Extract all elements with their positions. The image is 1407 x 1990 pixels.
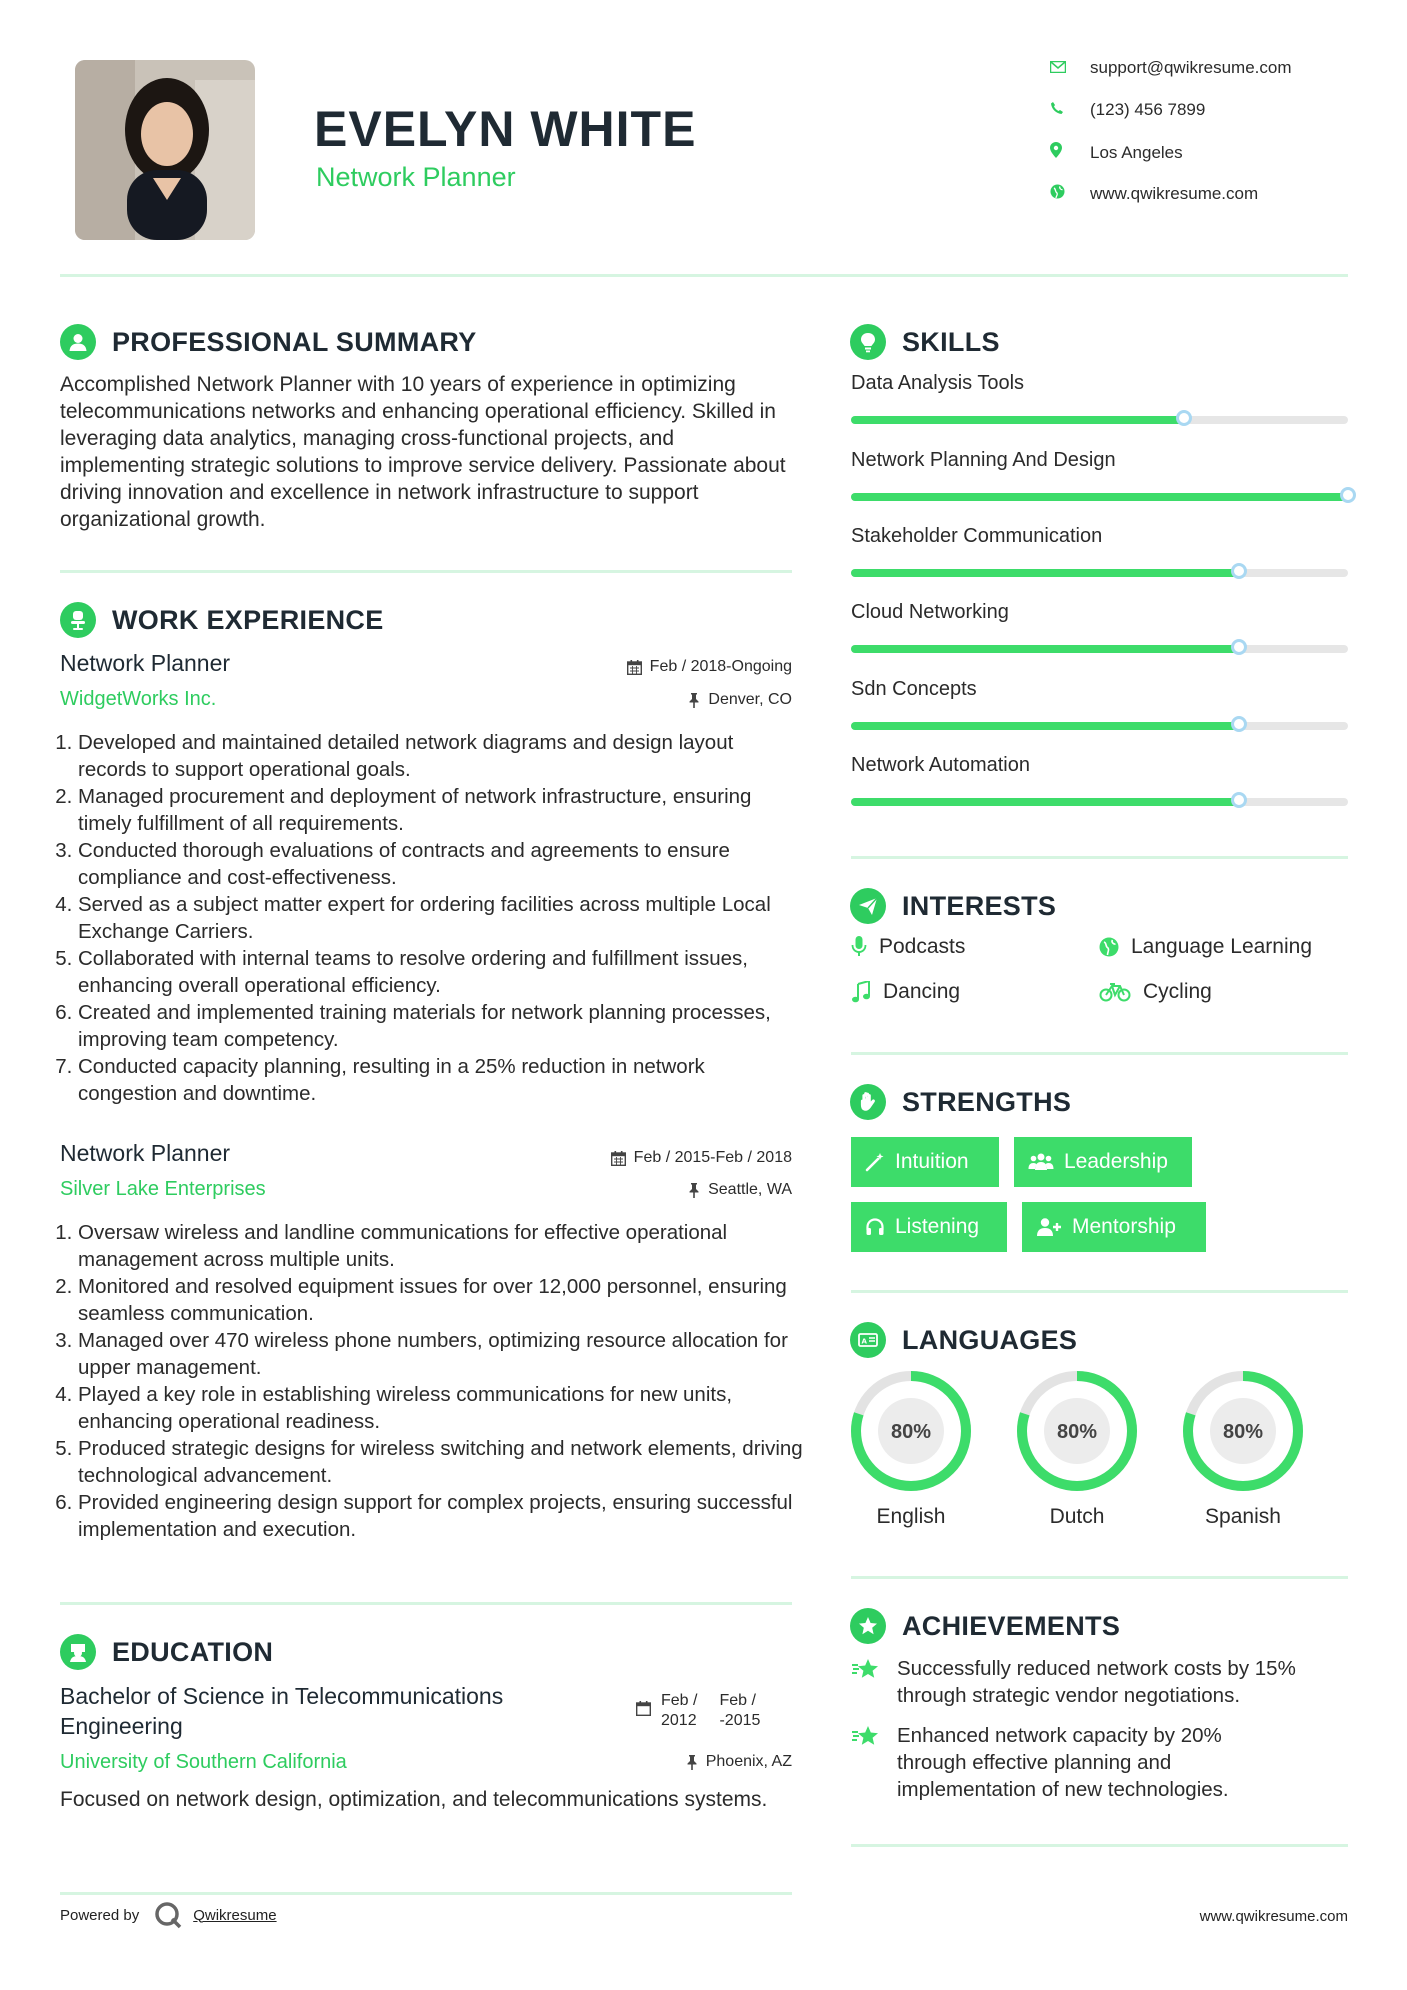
skill-bar-knob — [1231, 563, 1247, 579]
education-heading: EDUCATION — [60, 1634, 273, 1670]
education-location: Phoenix, AZ — [560, 1753, 792, 1771]
raised-hand-icon — [850, 1084, 886, 1120]
list-item: 6. Created and implemented training materials for network planning processes, improving team competency. — [78, 999, 803, 1053]
language-label: English — [876, 1505, 946, 1528]
list-item: 4. Played a key role in establishing wireless communications for new units, enhancing operational readiness. — [78, 1381, 803, 1435]
job-1-title: Network Planner — [60, 650, 231, 676]
user-plus-icon — [1036, 1217, 1062, 1237]
skill-bar-knob — [1340, 487, 1356, 503]
paper-plane-icon — [850, 888, 886, 924]
interest-dancing: Dancing — [851, 980, 960, 1004]
achievement-item: Enhanced network capacity by 20% through effective planning and implementation of new technologies. — [851, 1722, 1351, 1803]
languages-heading: A LANGUAGES — [850, 1322, 1077, 1358]
location-text: Los Angeles — [1090, 142, 1183, 162]
calendar-icon — [636, 1701, 651, 1716]
candidate-title: Network Planner — [316, 162, 516, 192]
contact-phone[interactable] — [1050, 100, 1370, 120]
job-1-location: Denver, CO — [460, 691, 792, 709]
skill-bar — [851, 798, 1348, 806]
experience-heading: WORK EXPERIENCE — [60, 602, 384, 638]
language-dutch — [1016, 1370, 1138, 1497]
profile-photo — [75, 60, 255, 240]
strength-chip-leadership: Leadership — [1014, 1137, 1192, 1187]
summary-text: Accomplished Network Planner with 10 years of experience in optimizing telecommunications networks and enhancing operational efficiency. Skilled in leveraging data analytics, managing cross-functional projects, and implementing strategic solutions to improve service delivery. Passionate about driving innovation and excellence in network infrastructure to support organizational growth. — [60, 373, 786, 531]
interests-heading: INTERESTS — [850, 888, 1056, 924]
skill-bar-fill — [851, 645, 1239, 653]
magic-wand-icon — [865, 1152, 885, 1172]
skill-label: Network Automation — [851, 754, 1030, 776]
user-icon — [60, 324, 96, 360]
school: University of Southern California — [60, 1751, 347, 1773]
skill-bar-fill — [851, 416, 1184, 424]
language-label: Dutch — [1049, 1505, 1105, 1528]
star-icon — [851, 1655, 897, 1709]
skill-bar — [851, 416, 1348, 424]
skill-label: Cloud Networking — [851, 601, 1009, 623]
skill-bar — [851, 645, 1348, 653]
list-item: 5. Collaborated with internal teams to resolve ordering and fulfillment issues, enhancing overall operational efficiency. — [78, 945, 803, 999]
job-2-duties — [58, 1219, 803, 1543]
strengths-divider — [851, 1290, 1348, 1293]
contact-website[interactable] — [1050, 184, 1370, 204]
globe-icon — [1099, 937, 1119, 957]
list-item: 3. Conducted thorough evaluations of contracts and agreements to ensure compliance and cost-effectiveness. — [78, 837, 803, 891]
pushpin-icon — [688, 693, 700, 708]
star-badge-icon — [850, 1608, 886, 1644]
job-1-duties — [58, 729, 803, 1107]
skill-bar-knob — [1231, 716, 1247, 732]
contact-location — [1050, 142, 1370, 163]
achievements-heading: ACHIEVEMENTS — [850, 1608, 1120, 1644]
skill-bar-knob — [1231, 792, 1247, 808]
job-2-company: Silver Lake Enterprises — [60, 1178, 266, 1200]
education-divider — [60, 1892, 792, 1895]
education-description: Focused on network design, optimization, and telecommunications systems. — [60, 1788, 768, 1811]
headphones-icon — [865, 1217, 885, 1237]
skill-bar — [851, 722, 1348, 730]
skill-bar-fill — [851, 569, 1239, 577]
list-item: 1. Oversaw wireless and landline communications for effective operational management across multiple units. — [78, 1219, 803, 1273]
skill-bar — [851, 493, 1348, 501]
qwikresume-logo-icon — [153, 1900, 183, 1930]
skill-bar-fill — [851, 798, 1239, 806]
skill-label: Stakeholder Communication — [851, 525, 1103, 547]
skill-label: Sdn Concepts — [851, 678, 977, 700]
candidate-name: EVELYN WHITE — [314, 101, 697, 157]
envelope-icon — [1050, 58, 1090, 78]
skills-divider — [851, 856, 1348, 859]
skill-bar-fill — [851, 493, 1348, 501]
star-icon — [851, 1722, 897, 1803]
language-english — [850, 1370, 972, 1497]
education-dates: Feb / 2012 Feb / -2015 — [636, 1691, 796, 1731]
list-item: 4. Served as a subject matter expert for ordering facilities across multiple Local Exchange Carriers. — [78, 891, 803, 945]
list-item: 3. Managed over 470 wireless phone numbers, optimizing resource allocation for upper management. — [78, 1327, 803, 1381]
interest-podcasts: Podcasts — [851, 935, 965, 959]
list-item: 7. Conducted capacity planning, resulting in a 25% reduction in network congestion and downtime. — [78, 1053, 803, 1107]
skill-bar-knob — [1231, 639, 1247, 655]
strength-chip-intuition: Intuition — [851, 1137, 999, 1187]
calendar-icon — [627, 660, 642, 675]
lightbulb-icon — [850, 324, 886, 360]
job-2-location: Seattle, WA — [460, 1181, 792, 1199]
microphone-icon — [851, 936, 867, 958]
pushpin-icon — [686, 1755, 698, 1770]
skills-heading: SKILLS — [850, 324, 1000, 360]
languages-divider — [851, 1576, 1348, 1579]
brand-link[interactable]: Qwikresume — [193, 1906, 277, 1924]
contact-email[interactable] — [1050, 58, 1370, 78]
interests-divider — [851, 1052, 1348, 1055]
interest-language-learning: Language Learning — [1099, 935, 1312, 959]
language-percent: 80% — [890, 1421, 932, 1443]
job-2-dates: Feb / 2015-Feb / 2018 — [460, 1149, 792, 1167]
job-2-title: Network Planner — [60, 1140, 231, 1166]
summary-divider — [60, 570, 792, 573]
list-item: 1. Developed and maintained detailed network diagrams and design layout records to support operational goals. — [78, 729, 803, 783]
job-1-dates: Feb / 2018-Ongoing — [460, 658, 792, 676]
achievements-divider — [851, 1844, 1348, 1847]
list-item: 2. Managed procurement and deployment of network infrastructure, ensuring timely fulfillment of all requirements. — [78, 783, 803, 837]
footer-powered: Powered by Qwikresume — [60, 1900, 277, 1930]
graduate-icon — [60, 1634, 96, 1670]
strengths-heading: STRENGTHS — [850, 1084, 1071, 1120]
globe-icon — [1050, 184, 1090, 204]
svg-text:A: A — [861, 1337, 868, 1346]
pushpin-icon — [688, 1183, 700, 1198]
calendar-icon — [611, 1151, 626, 1166]
degree: Bachelor of Science in Telecommunications Engineering — [60, 1683, 504, 1739]
skill-bar-knob — [1176, 410, 1192, 426]
skill-bar-fill — [851, 722, 1239, 730]
strength-chip-mentorship: Mentorship — [1022, 1202, 1206, 1252]
interest-cycling: Cycling — [1099, 980, 1212, 1004]
website-text: www.qwikresume.com — [1090, 184, 1259, 203]
list-item: 6. Provided engineering design support for complex projects, ensuring successful implementation and execution. — [78, 1489, 803, 1543]
header-divider — [60, 274, 1348, 277]
phone-icon — [1050, 100, 1090, 120]
list-item: 2. Monitored and resolved equipment issues for over 12,000 personnel, ensuring seamless communication. — [78, 1273, 803, 1327]
music-note-icon — [851, 981, 871, 1003]
skill-label: Data Analysis Tools — [851, 372, 1025, 394]
language-spanish — [1182, 1370, 1304, 1497]
users-icon — [1028, 1152, 1054, 1172]
strength-chip-listening: Listening — [851, 1202, 1007, 1252]
language-card-icon — [850, 1322, 886, 1358]
summary-heading: PROFESSIONAL SUMMARY — [60, 324, 477, 360]
footer-website[interactable]: www.qwikresume.com — [1199, 1908, 1348, 1925]
achievement-item: Successfully reduced network costs by 15% through strategic vendor negotiations. — [851, 1655, 1351, 1709]
list-item: 5. Produced strategic designs for wireless switching and network elements, driving technological advancement. — [78, 1435, 803, 1489]
phone-text: (123) 456 7899 — [1090, 100, 1206, 119]
language-percent: 80% — [1056, 1421, 1098, 1443]
bicycle-icon — [1099, 982, 1131, 1002]
skill-label: Network Planning And Design — [851, 449, 1116, 471]
language-label: Spanish — [1205, 1505, 1281, 1528]
language-percent: 80% — [1222, 1421, 1264, 1443]
email-text: support@qwikresume.com — [1090, 58, 1292, 77]
map-pin-icon — [1050, 142, 1090, 163]
office-chair-icon — [60, 602, 96, 638]
skill-bar — [851, 569, 1348, 577]
experience-divider — [60, 1602, 792, 1605]
job-1-company: WidgetWorks Inc. — [60, 688, 217, 710]
